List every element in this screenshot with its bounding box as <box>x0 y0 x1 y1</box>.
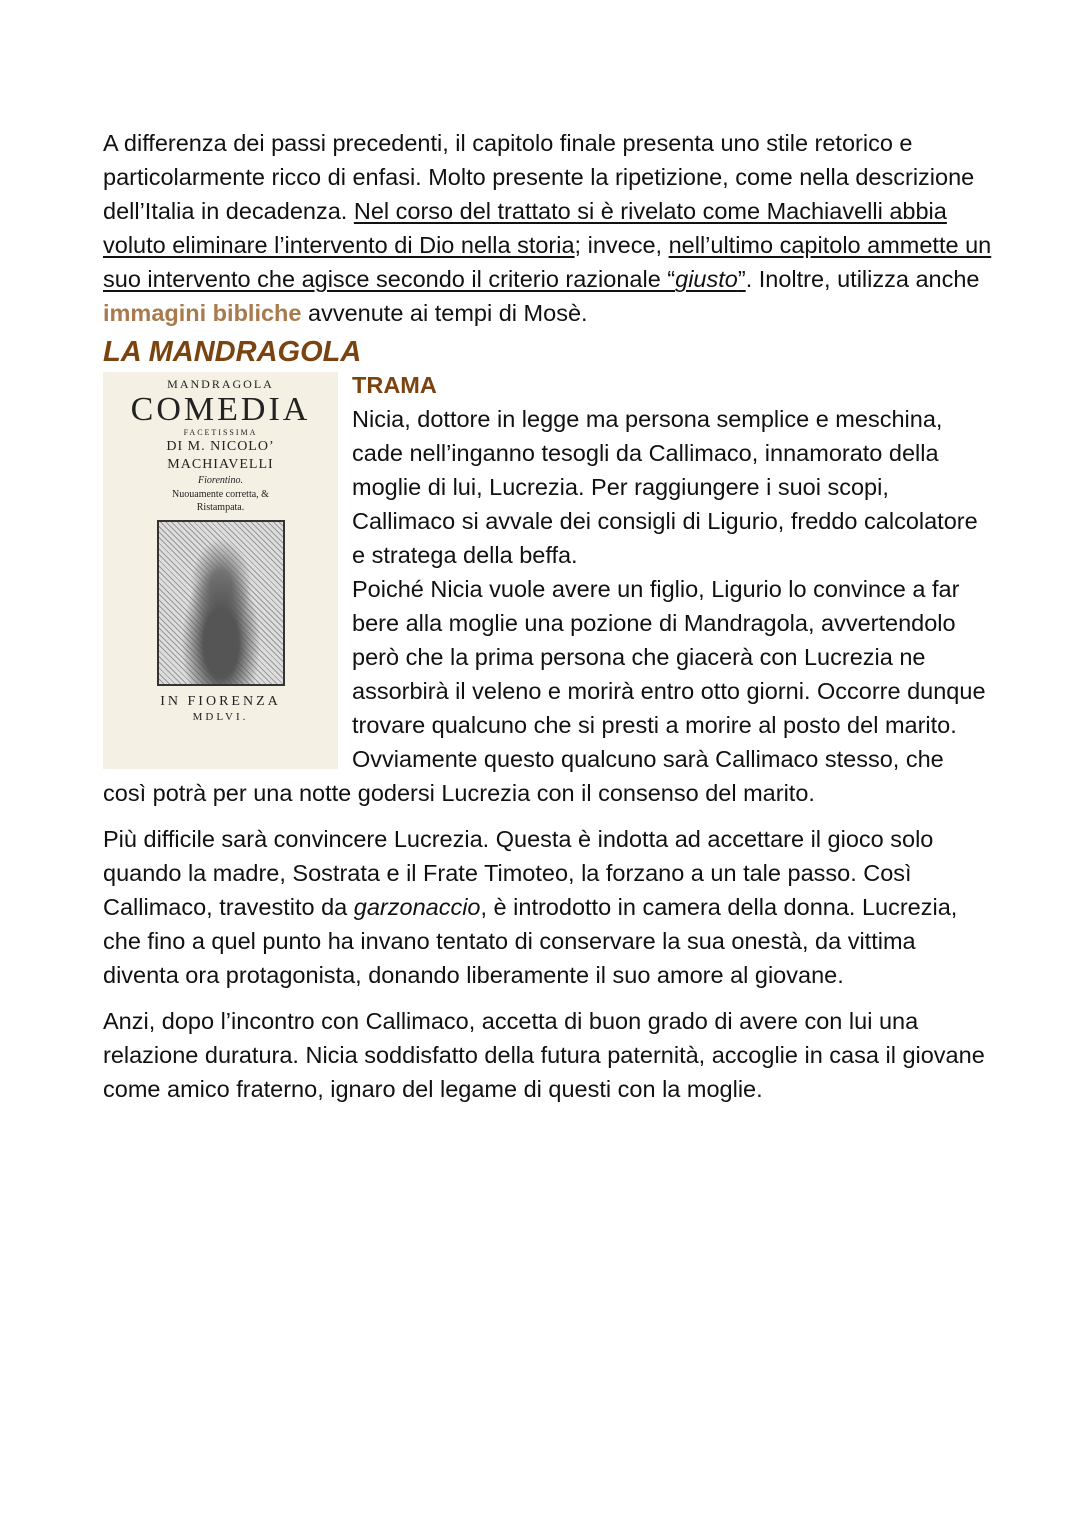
text: . Inoltre, utilizza anche <box>745 266 980 292</box>
text: A differenza dei passi precedenti, il capitolo finale presenta uno stile retorico e particolarmente ricco di enfasi. Molto presente la ripetizione, come nella descrizione dell’Italia in decadenza. <box>103 130 975 224</box>
intro-paragraph <box>103 126 993 330</box>
plot-paragraph: Poiché Nicia vuole avere un figlio, Ligurio lo convince a far bere alla moglie una pozione di Mandragola, avvertendolo però che la prima persona che giacerà con Lucrezia ne assorbirà il veleno e morirà entro otto giorni. Occorre dunque trovare qualcuno che si presti a morire al posto del marito. Ovviamente questo qualcuno sarà Callimaco stesso, che così potrà per una notte godersi Lucrezia con il consenso del marito. <box>103 576 986 806</box>
text: ” <box>737 266 746 292</box>
highlight-text: immagini bibliche <box>103 300 302 326</box>
mandrake-woodcut-illustration <box>157 520 285 686</box>
cover-text: MANDRAGOLA <box>167 377 274 391</box>
cover-text: IN FIORENZA <box>160 694 281 709</box>
cover-text: MACHIAVELLI <box>167 457 274 472</box>
plot-paragraph <box>103 822 993 992</box>
cover-text: COMEDIA <box>130 391 311 428</box>
book-cover-image <box>103 372 338 769</box>
plot-paragraph: Anzi, dopo l’incontro con Callimaco, accetta di buon grado di avere con lui una relazione duratura. Nicia soddisfatto della futura paternità, accoglie in casa il giovane come amico fraterno, ignaro del legame di questi con la moglie. <box>103 1008 985 1102</box>
cover-text: MDLVI. <box>192 711 249 723</box>
text: Più difficile sarà convincere Lucrezia. Questa è indotta ad accettare il gioco solo quando la madre, Sostrata e il Frate Timoteo, la forzano a un tale passo. Così Callimaco, travestito da <box>103 826 934 920</box>
underlined-text: Nel corso del trattato si è rivelato come Machiavelli abbia voluto eliminare l’intervento di Dio nella storia <box>103 198 947 258</box>
cover-text: FACETISSIMA <box>183 428 258 437</box>
text: nell’ultimo capitolo ammette un suo intervento che agisce secondo il criterio razionale “ <box>103 232 992 292</box>
cover-text: DI M. NICOLO’ <box>166 439 275 454</box>
document-page <box>103 126 993 1106</box>
plot-paragraph: Nicia, dottore in legge ma persona semplice e meschina, cade nell’inganno tesogli da Callimaco, innamorato della moglie di lui, Lucrezia. Per raggiungere i suoi scopi, Callimaco si avvale dei consigli di Ligurio, freddo calcolatore e stratega della beffa. <box>352 406 978 568</box>
cover-text: Nuouamente corretta, & <box>172 489 269 500</box>
italic-text: giusto <box>675 266 738 292</box>
text: ; invece, <box>574 232 669 258</box>
text: , è introdotto in camera della donna. Lucrezia, che fino a quel punto ha invano tentato di conservare la sua onestà, da vittima diventa ora protagonista, donando liberamente il suo amore al giovane. <box>103 894 958 988</box>
text: avvenute ai tempi di Mosè. <box>301 300 588 326</box>
subsection-title: TRAMA <box>352 372 437 398</box>
cover-text: Fiorentino. <box>198 475 243 486</box>
cover-text: Ristampata. <box>196 502 245 513</box>
section-title: LA MANDRAGOLA <box>103 336 362 368</box>
italic-text: garzonaccio <box>353 894 481 920</box>
